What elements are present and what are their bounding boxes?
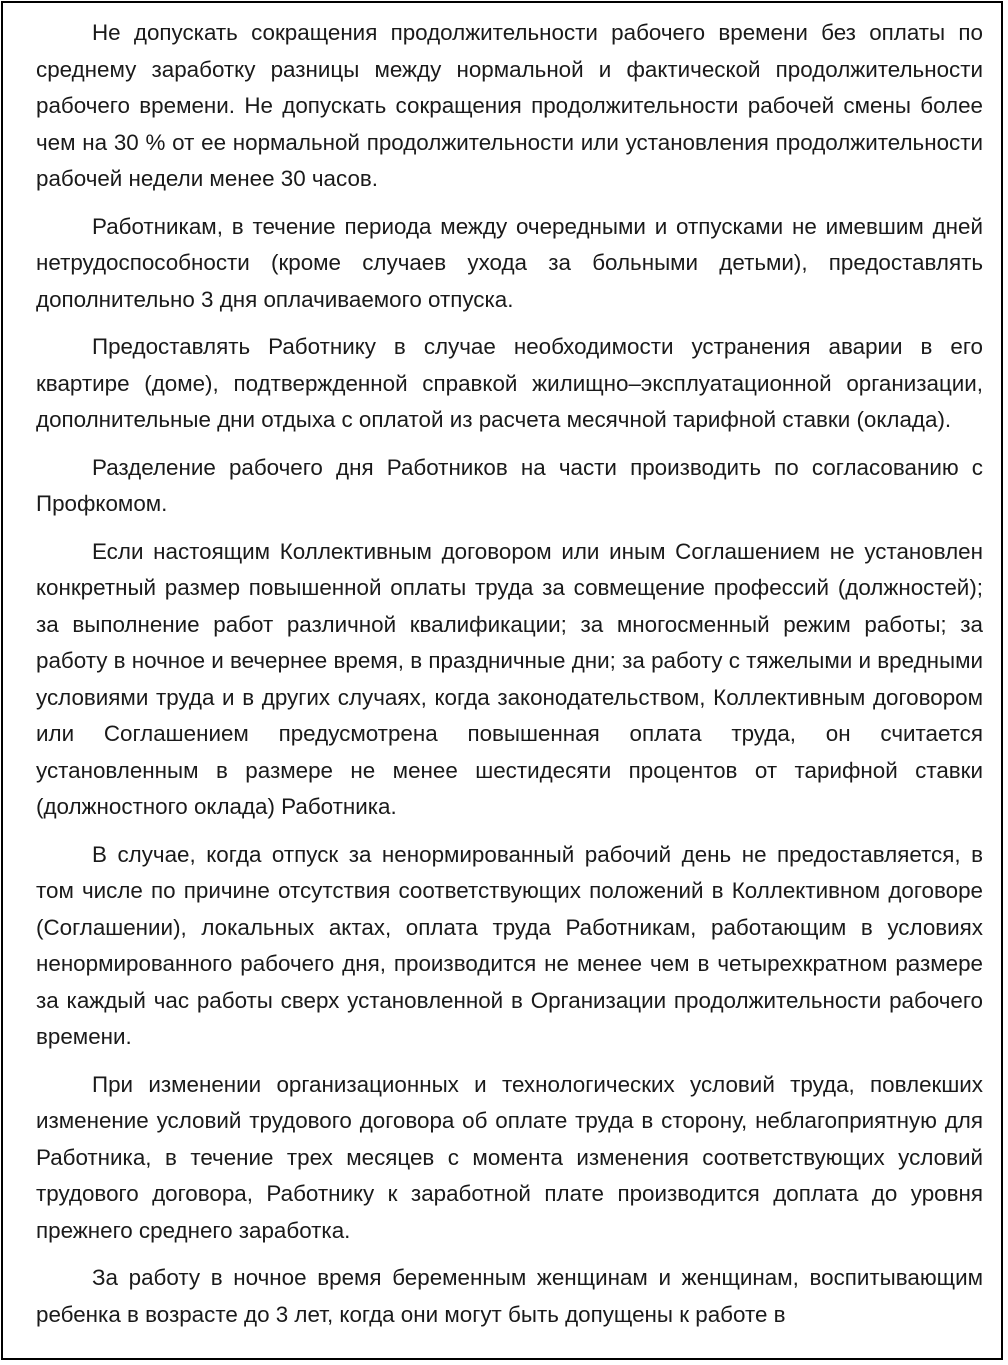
paragraph-3: Предоставлять Работнику в случае необходимости устранения аварии в его квартире (доме), подтвержденной справкой жилищно–эксплуатационной организации, дополнительные дни отдыха с оплатой из расчета месячной тарифной ставки (оклада). xyxy=(36,334,983,432)
page-frame xyxy=(1,1,1003,1360)
paragraph-8: За работу в ночное время беременным женщинам и женщинам, воспитывающим ребенка в возрасте до 3 лет, когда они могут быть допущены к работе в xyxy=(36,1265,983,1327)
paragraph-6: В случае, когда отпуск за ненормированный рабочий день не предоставляется, в том числе по причине отсутствия соответствующих положений в Коллективном договоре (Соглашении), локальных актах, оплата труда Работникам, работающим в условиях ненормированного рабочего дня, производится не менее чем в четырехкратном размере за каждый час работы сверх установленной в Организации продолжительности рабочего времени. xyxy=(36,841,983,1049)
document-body xyxy=(36,15,983,1333)
paragraph-4: Разделение рабочего дня Работников на части производить по согласованию с Профкомом. xyxy=(36,454,983,516)
paragraph-1: Не допускать сокращения продолжительности рабочего времени без оплаты по среднему заработку разницы между нормальной и фактической продолжительности рабочего времени. Не допускать сокращения продолжительности рабочей смены более чем на 30 % от ее нормальной продолжительности или установления продолжительности рабочей недели менее 30 часов. xyxy=(36,20,983,191)
paragraph-2: Работникам, в течение периода между очередными и отпусками не имевшим дней нетрудоспособности (кроме случаев ухода за больными детьми), предоставлять дополнительно 3 дня оплачиваемого отпуска. xyxy=(36,213,983,312)
paragraph-5: Если настоящим Коллективным договором или иным Соглашением не установлен конкретный размер повышенной оплаты труда за совмещение профессий (должностей); за выполнение работ различной квалификации; за многосменный режим работы; за работу в ночное и вечернее время, в праздничные дни; за работу с тяжелыми и вредными условиями труда и в других случаях, когда законодательством, Коллективным договором или Соглашением предусмотрена повышенная оплата труда, он считается установленным в размере не менее шестидесяти процентов от тарифной ставки (должностного оклада) Работника. xyxy=(36,538,983,819)
paragraph-7: При изменении организационных и технологических условий труда, повлекших изменение условий трудового договора об оплате труда в сторону, неблагоприятную для Работника, в течение трех месяцев с момента изменения соответствующих условий трудового договора, Работнику к заработной плате производится доплата до уровня прежнего среднего заработка. xyxy=(36,1071,983,1243)
